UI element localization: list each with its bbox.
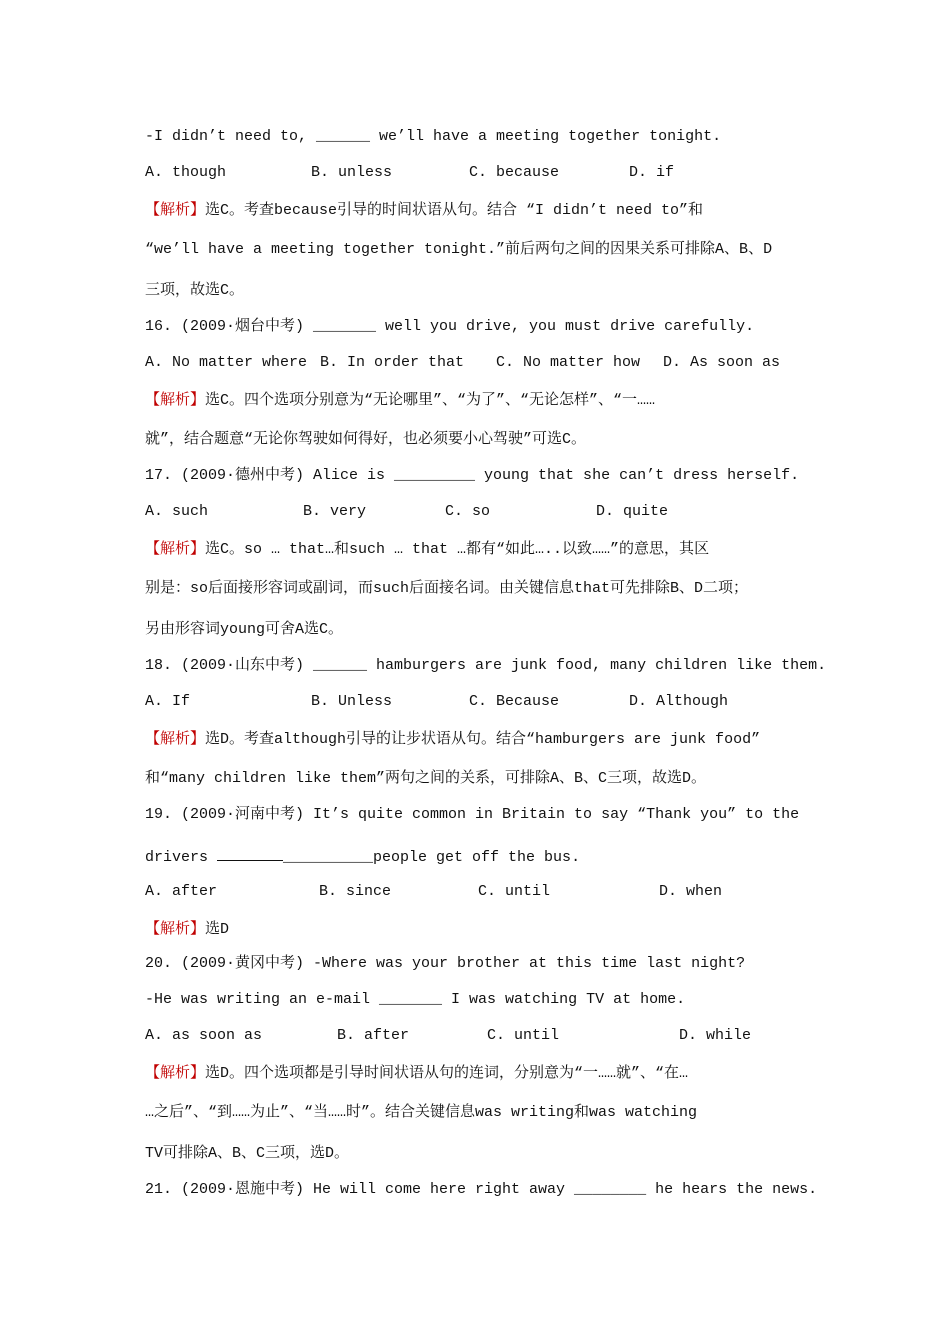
option-a: A. though <box>145 164 227 181</box>
option-b: B. since <box>319 883 392 900</box>
explanation-line: 【解析】选C。考查because引导的时间状语从句。结合 “I didn’t need to”和 <box>145 200 704 219</box>
explanation-line: 另由形容词young可舍A选C。 <box>145 621 344 638</box>
option-a: A. as soon as <box>145 1027 263 1044</box>
option-c: C. because <box>469 164 560 181</box>
question-19: 19. (2009·河南中考) It’s quite common in Britain to say “Thank you” to the <box>145 806 800 823</box>
option-a: A. such <box>145 503 209 520</box>
option-d: D. Although <box>629 693 729 710</box>
analysis-tag: 【解析】 <box>145 919 206 937</box>
question-continuation: -I didn’t need to, ______ we’ll have a meeting together tonight. <box>145 128 722 145</box>
explanation-line: 和“many children like them”两句之间的关系，可排除A、B、C三项，故选D。 <box>145 770 707 787</box>
options-row <box>145 163 674 183</box>
option-c: C. Because <box>469 693 560 710</box>
explanation-line: 【解析】选D。四个选项都是引导时间状语从句的连词，分别意为“一……就”、“在… <box>145 1063 689 1082</box>
question-16: 16. (2009·烟台中考) _______ well you drive, you must drive carefully. <box>145 318 755 335</box>
explanation-line: 三项，故选C。 <box>145 282 245 299</box>
option-b: B. unless <box>311 164 393 181</box>
question-19-continuation: drivers __________people get off the bus. <box>145 846 580 868</box>
option-c: C. so <box>445 503 491 520</box>
analysis-tag: 【解析】 <box>145 729 206 747</box>
question-20-continuation: -He was writing an e-mail _______ I was watching TV at home. <box>145 991 686 1008</box>
question-17: 17. (2009·德州中考) Alice is _________ young that she can’t dress herself. <box>145 467 800 484</box>
option-d: D. if <box>629 164 675 181</box>
option-d: D. when <box>659 883 723 900</box>
option-c: C. until <box>478 883 551 900</box>
question-18: 18. (2009·山东中考) ______ hamburgers are junk food, many children like them. <box>145 657 827 674</box>
option-a: A. If <box>145 693 191 710</box>
option-a: A. after <box>145 883 218 900</box>
analysis-tag: 【解析】 <box>145 1063 206 1081</box>
explanation-line: …之后”、“到……为止”、“当……时”。结合关键信息was writing和was watching <box>145 1104 698 1121</box>
answer-blank <box>217 846 283 861</box>
analysis-tag: 【解析】 <box>145 390 206 408</box>
explanation-line: 就”，结合题意“无论你驾驶如何得好，也必须要小心驾驶”可选C。 <box>145 431 587 448</box>
explanation-line: 【解析】选C。四个选项分别意为“无论哪里”、“为了”、“无论怎样”、“一…… <box>145 390 656 409</box>
explanation-line: TV可排除A、B、C三项，选D。 <box>145 1145 350 1162</box>
option-b: B. after <box>337 1027 410 1044</box>
options-row <box>145 692 728 712</box>
analysis-tag: 【解析】 <box>145 200 206 218</box>
option-c: C. No matter how <box>496 354 641 371</box>
option-b: B. In order that <box>320 354 465 371</box>
question-20: 20. (2009·黄冈中考) -Where was your brother at this time last night? <box>145 955 746 972</box>
option-d: D. quite <box>596 503 669 520</box>
option-d: D. As soon as <box>663 354 781 371</box>
options-row <box>145 882 722 902</box>
option-c: C. until <box>487 1027 560 1044</box>
explanation-line: “we’ll have a meeting together tonight.”前后两句之间的因果关系可排除A、B、D <box>145 241 773 258</box>
options-row <box>145 1026 751 1046</box>
options-row <box>145 502 668 522</box>
option-d: D. while <box>679 1027 752 1044</box>
option-b: B. Unless <box>311 693 393 710</box>
explanation-line: 【解析】选C。so … that…和such … that …都有“如此…..以致……”的意思，其区 <box>145 539 710 558</box>
options-row <box>145 353 780 373</box>
option-b: B. very <box>303 503 367 520</box>
option-a: A. No matter where <box>145 354 308 371</box>
explanation-line: 【解析】选D。考查although引导的让步状语从句。结合“hamburgers are junk food” <box>145 729 761 748</box>
explanation-line: 【解析】选D <box>145 919 230 938</box>
analysis-tag: 【解析】 <box>145 539 206 557</box>
explanation-line: 别是：so后面接形容词或副词，而such后面接名词。由关键信息that可先排除B、D二项； <box>145 580 749 597</box>
question-21: 21. (2009·恩施中考) He will come here right away ________ he hears the news. <box>145 1181 818 1198</box>
